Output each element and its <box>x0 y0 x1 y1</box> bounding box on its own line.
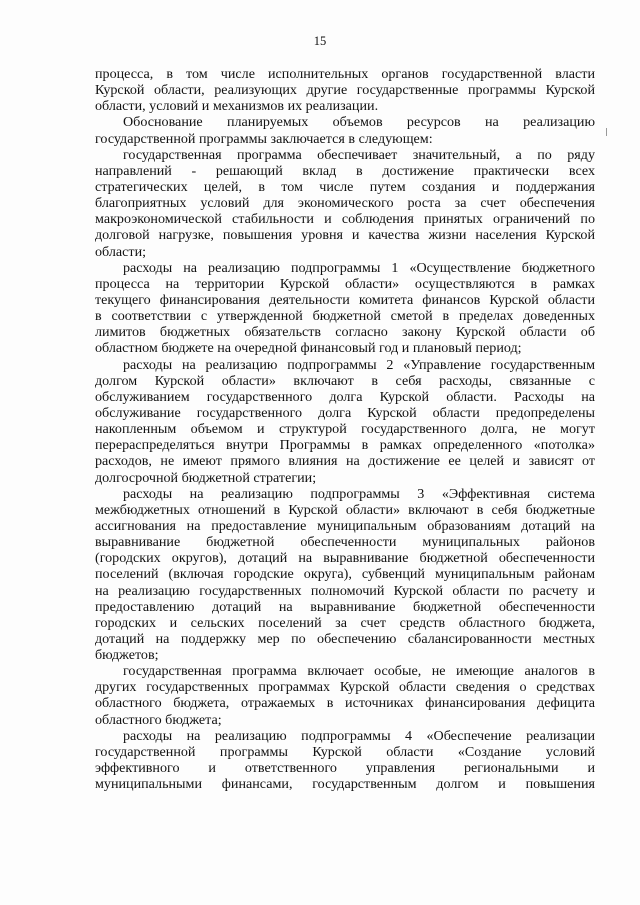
text-line: государственная программа обеспечивает значительный, а по ряду <box>123 146 595 163</box>
text-line: областного бюджета, отражаемых в источниках финансирования дефицита <box>95 695 595 712</box>
text-line: областного бюджета; <box>95 711 222 728</box>
text-line: ассигнования на предоставление муниципальным образованиям дотаций на <box>95 517 595 534</box>
text-line: процесса на территории Курской области» осуществляются в рамках <box>95 275 595 292</box>
text-line: области; <box>95 243 147 260</box>
text-line: лимитов бюджетных обязательств согласно закону Курской области об <box>95 324 595 341</box>
text-line: в соответствии с утвержденной бюджетной сметой в пределах доведенных <box>95 308 595 325</box>
text-line: макроэкономической стабильности и соблюдения принятых ограничений по <box>95 211 595 228</box>
text-line: выравнивание бюджетной обеспеченности муниципальных районов <box>95 534 595 551</box>
text-line: городских и сельских поселений за счет средств областного бюджета, <box>95 614 595 631</box>
text-line: Обоснование планируемых объемов ресурсов на реализацию <box>123 114 595 131</box>
text-line: расходы на реализацию подпрограммы 4 «Обеспечение реализации <box>123 727 595 744</box>
text-line: расходы на реализацию подпрограммы 2 «Управление государственным <box>123 356 595 373</box>
text-line: перераспределяться внутри Программы в рамках определенного «потолка» <box>95 437 595 454</box>
text-line: государственной программы Курской области «Создание условий <box>95 743 595 760</box>
text-line: процесса, в том числе исполнительных органов государственной власти <box>95 66 595 82</box>
text-line: государственная программа включает особые, не имеющие аналогов в <box>123 663 595 680</box>
text-line: направлений - решающий вклад в достижение практически всех <box>95 162 595 179</box>
text-line: государственной программы заключается в следующем: <box>95 130 433 147</box>
text-line: дотаций на поддержку мер по обеспечению сбалансированности местных <box>95 630 595 647</box>
text-line: области, условий и механизмов их реализации. <box>95 98 379 115</box>
text-line: на реализацию государственных полномочий Курской области по расчету и <box>95 582 595 599</box>
text-line: долгосрочной бюджетной стратегии; <box>95 469 317 486</box>
text-line: (городских округов), дотаций на выравнивание бюджетной обеспеченности <box>95 550 595 567</box>
margin-mark <box>606 128 607 136</box>
text-line: поселений (включая городские округа), субвенций муниципальным районам <box>95 566 595 583</box>
text-line: Курской области, реализующих другие государственные программы Курской <box>95 82 595 99</box>
text-line: благоприятных условий для экономического роста за счет обеспечения <box>95 195 595 212</box>
text-line: эффективного и ответственного управления региональными и <box>95 760 595 777</box>
text-line: обслуживанием государственного долга Курской области. Расходы на <box>95 388 595 405</box>
text-line: предоставлению дотаций на выравнивание бюджетной обеспеченности <box>95 598 595 615</box>
text-line: расходов, не имеют прямого влияния на достижение ее целей и зависят от <box>95 453 595 470</box>
text-line: стратегических целей, в том числе путем создания и поддержания <box>95 178 595 195</box>
text-line: долгом Курской области» включают в себя расходы, связанные с <box>95 372 595 389</box>
text-line: накопленным объемом и структурой государственного долга, не могут <box>95 421 595 438</box>
page-number: 15 <box>313 34 327 48</box>
text-line: муниципальными финансами, государственным долгом и повышения <box>95 776 595 793</box>
text-line: межбюджетных отношений в Курской области» включают в себя бюджетные <box>95 501 595 518</box>
text-line: расходы на реализацию подпрограммы 1 «Осуществление бюджетного <box>123 259 595 276</box>
text-line: бюджетов; <box>95 647 159 664</box>
text-line: текущего финансирования деятельности комитета финансов Курской области <box>95 291 595 308</box>
text-line: областном бюджете на очередной финансовый год и плановый период; <box>95 340 522 357</box>
text-line: других государственных программах Курской области сведения о средствах <box>95 679 595 696</box>
text-line: обслуживание государственного долга Курской области предопределены <box>95 404 595 421</box>
body-text <box>95 66 595 792</box>
text-line: расходы на реализацию подпрограммы 3 «Эффективная система <box>123 485 595 502</box>
text-line: долговой нагрузке, повышения уровня и качества жизни населения Курской <box>95 227 595 244</box>
